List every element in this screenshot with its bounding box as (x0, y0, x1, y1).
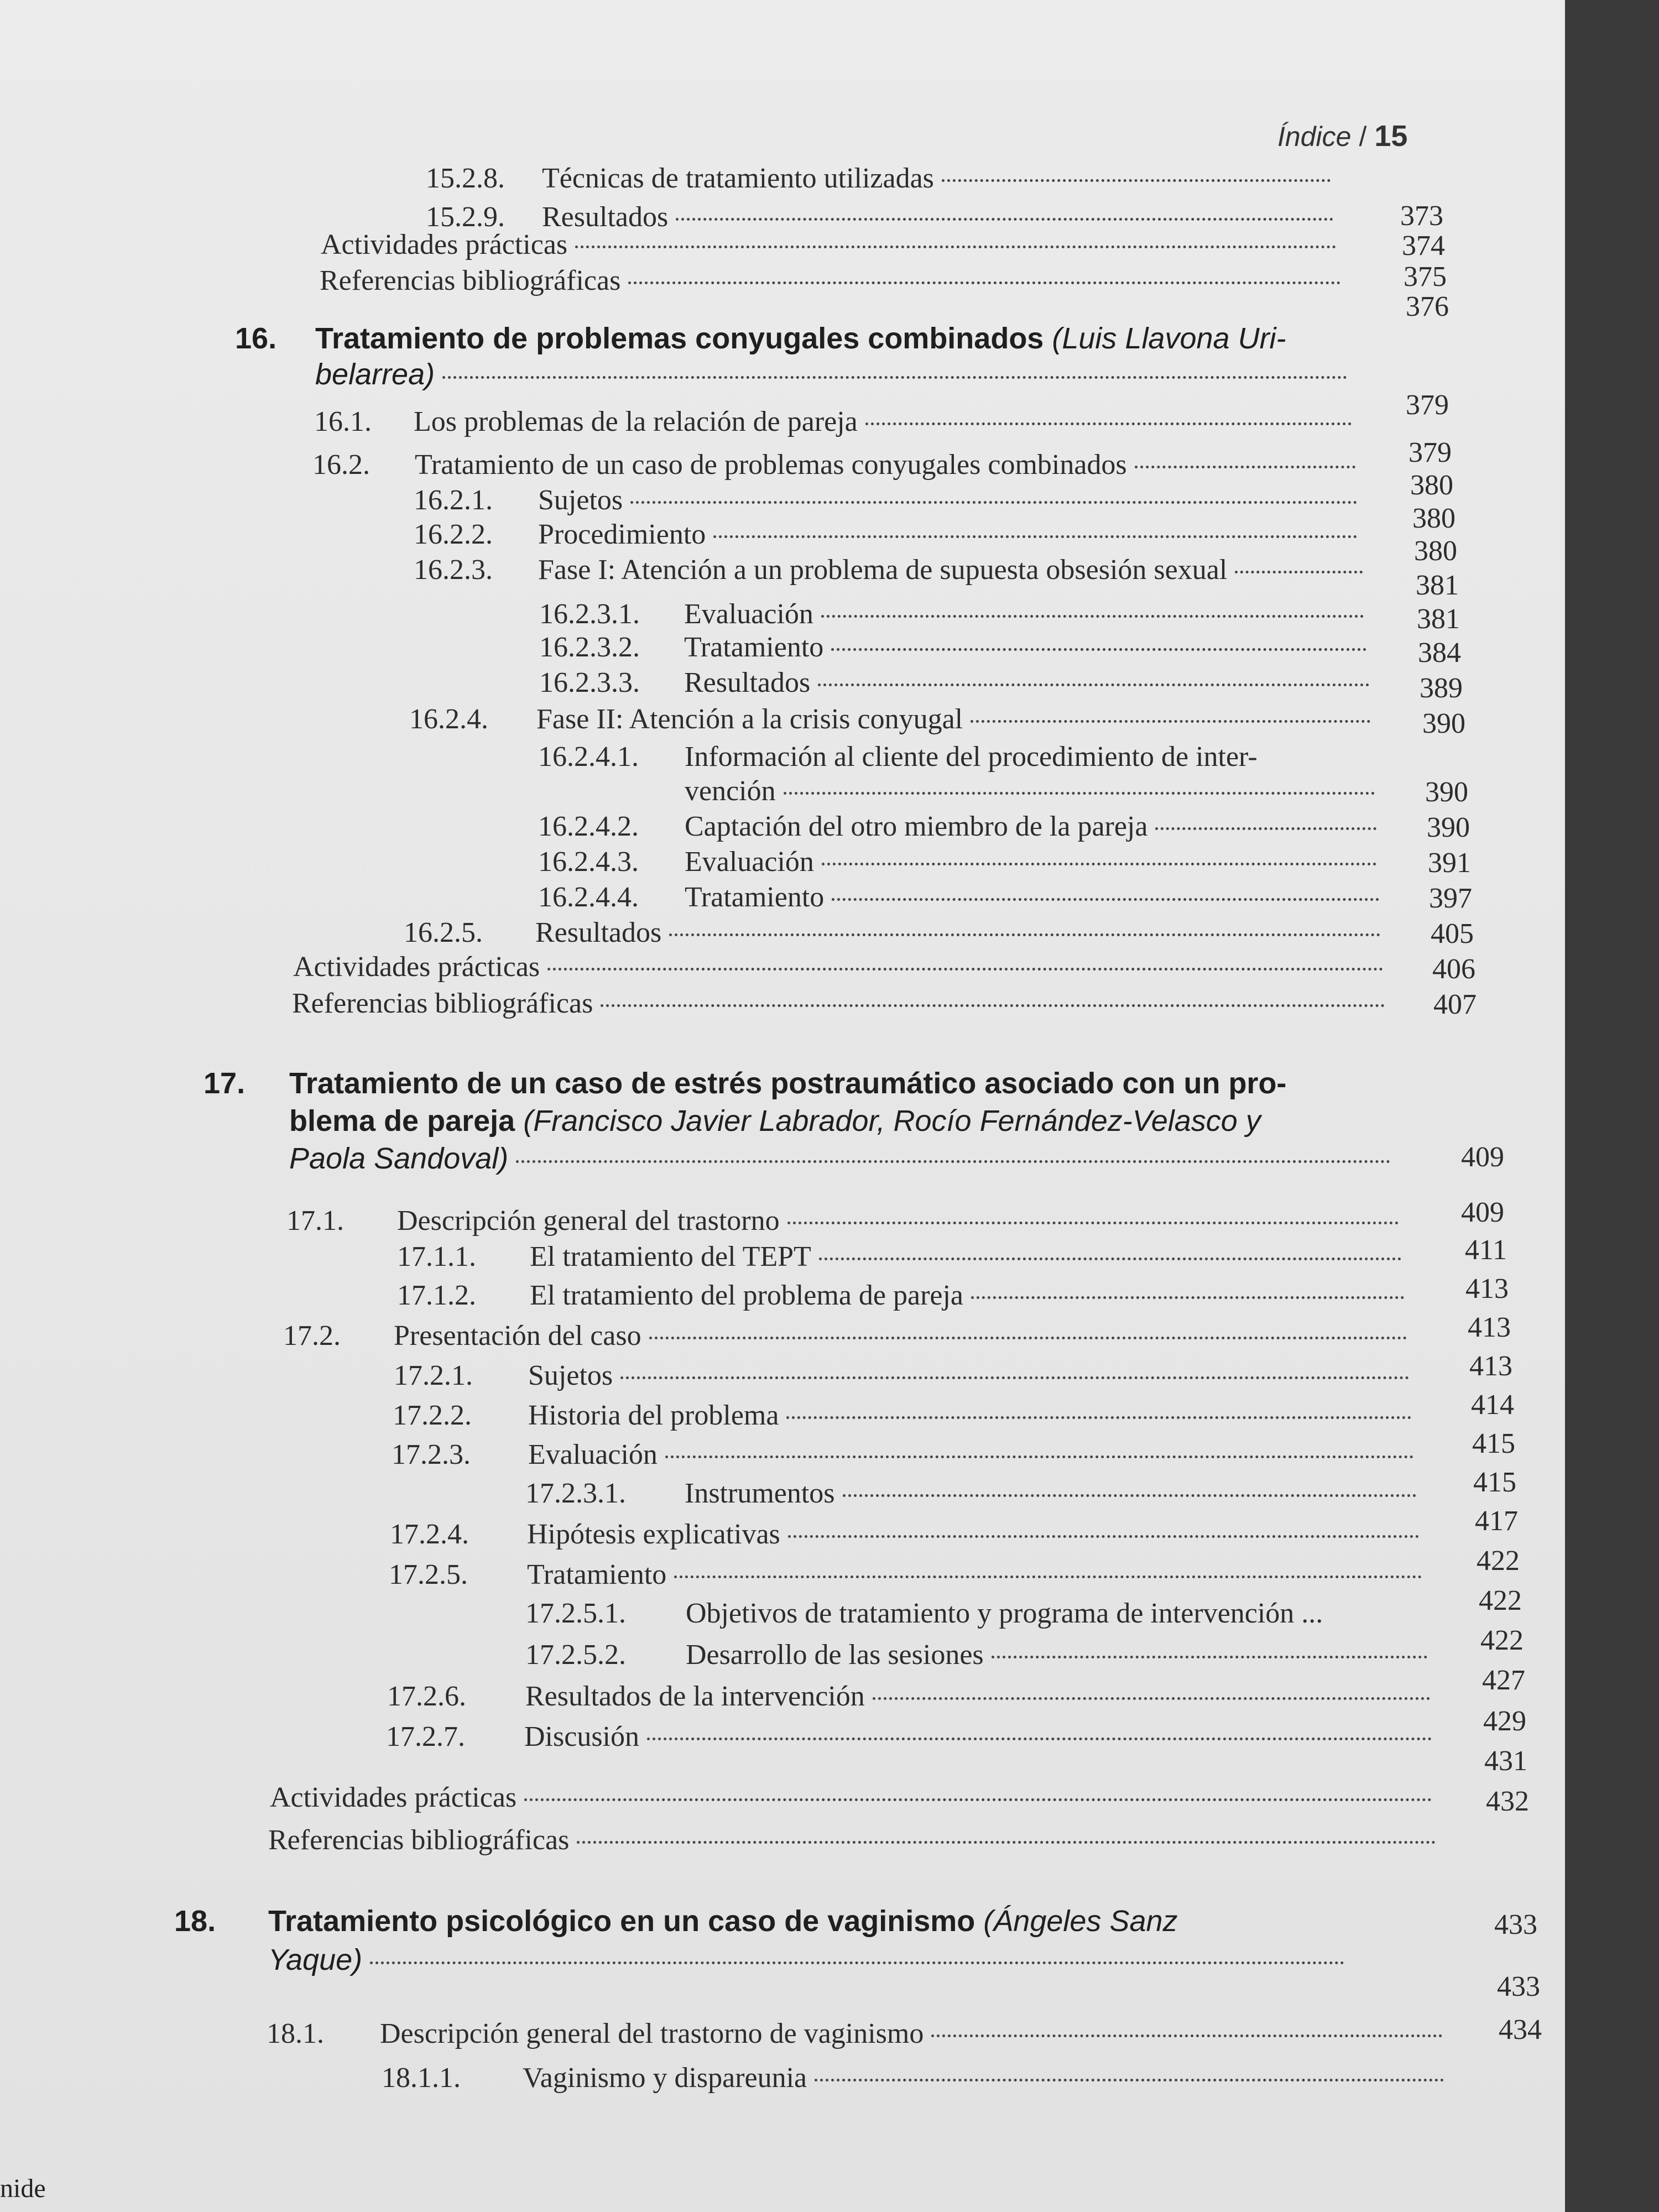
leader-dots (788, 1535, 1419, 1538)
entry-page: 413 (1468, 1312, 1511, 1343)
leader-dots (669, 933, 1380, 936)
toc-entry (320, 263, 1348, 299)
entry-page: 427 (1482, 1665, 1525, 1696)
toc-entry (393, 1397, 1419, 1434)
entry-page: 390 (1427, 812, 1470, 843)
entry-number: 17.2.5. (389, 1559, 468, 1590)
leader-dots (971, 720, 1370, 723)
chapter-page: 433 (1494, 1909, 1537, 1940)
chapter-author-cont: Yaque) (268, 1943, 363, 1976)
entry-title: Referencias bibliográficas (320, 265, 621, 296)
entry-number: 17.2.2. (393, 1400, 472, 1431)
entry-number: 16.2.3.3. (539, 667, 640, 698)
chapter-heading (235, 320, 1396, 403)
entry-page: 414 (1471, 1389, 1514, 1421)
entry-number: 16.2.4.2. (538, 811, 639, 842)
entry-page: 380 (1414, 535, 1457, 567)
entry-title-cont: vención (685, 775, 776, 807)
entry-page: 384 (1418, 637, 1461, 669)
leader-dots (665, 1455, 1413, 1458)
leader-dots (815, 2079, 1444, 2081)
toc-entry (525, 1475, 1424, 1512)
entry-number: 16.2.3.2. (539, 632, 640, 663)
entry-number: 15.2.8. (426, 163, 505, 194)
entry-page: 413 (1469, 1350, 1512, 1382)
entry-page: 379 (1408, 437, 1452, 468)
entry-page: 391 (1428, 847, 1471, 879)
entry-number: 17.2.5.2. (525, 1639, 626, 1671)
leader-dots (942, 179, 1331, 182)
toc-entry (270, 1780, 1439, 1816)
leader-dots (831, 648, 1366, 651)
toc-entry (386, 1719, 1439, 1755)
entry-page: 374 (1402, 230, 1445, 262)
entry-title: Referencias bibliográficas (292, 988, 593, 1019)
toc-entry (392, 1437, 1421, 1473)
leader-dots (577, 1841, 1436, 1844)
entry-page: 409 (1461, 1197, 1504, 1228)
entry-page: 429 (1483, 1705, 1526, 1737)
toc-entry (397, 1239, 1409, 1275)
entry-page: 415 (1472, 1428, 1515, 1459)
toc-entry (539, 665, 1377, 701)
leader-dots (1135, 466, 1355, 468)
entry-page: 389 (1420, 672, 1463, 704)
entry-number: 16.2.4.1. (538, 741, 639, 773)
entry-number: 17.1.2. (397, 1280, 476, 1311)
entry-number: 16.2.4.3. (538, 846, 639, 878)
entry-title: Actividades prácticas (321, 229, 568, 260)
entry-title: Sujetos (538, 484, 623, 516)
toc-entry (382, 2060, 1452, 2096)
entry-title: Resultados (535, 917, 662, 948)
entry-number: 17.2.5.1. (525, 1598, 626, 1629)
leader-dots (784, 792, 1375, 795)
toc-entry (292, 985, 1392, 1022)
entry-number: 17.1. (286, 1205, 344, 1237)
entry-page: 373 (1400, 200, 1443, 232)
leader-dots (674, 1575, 1422, 1578)
entry-title: Técnicas de tratamiento utilizadas (542, 163, 934, 194)
leader-dots (647, 1738, 1432, 1740)
leader-dots (832, 898, 1379, 901)
entry-number: 16.2. (312, 449, 370, 481)
entry-title: Procedimiento (538, 519, 706, 550)
leader-dots (676, 218, 1333, 221)
leader-dots (971, 1296, 1404, 1299)
leader-dots (524, 1798, 1432, 1801)
leader-dots (822, 863, 1376, 865)
chapter-heading (174, 1902, 1463, 1985)
entry-title: Fase II: Atención a la crisis conyugal (536, 703, 963, 735)
entry-title: Descripción general del trastorno de vaginismo (380, 2018, 924, 2049)
toc-entry (321, 227, 1344, 263)
leader-dots (821, 615, 1364, 618)
entry-page: 405 (1431, 918, 1474, 950)
chapter-title-cont: blema de pareja (289, 1104, 515, 1138)
entry-page: 375 (1404, 261, 1447, 293)
entry-number: 16.2.2. (414, 519, 493, 550)
entry-page: 411 (1464, 1234, 1507, 1266)
entry-number: 17.2. (283, 1320, 341, 1352)
running-header (1277, 119, 1407, 153)
entry-title: Información al cliente del procedimiento de inter- (685, 741, 1258, 773)
entry-title: Referencias bibliográficas (268, 1824, 570, 1856)
entry-number: 16.2.4.4. (538, 881, 639, 913)
toc-entry (390, 1516, 1427, 1553)
toc-entry (426, 160, 1338, 197)
toc-entry (538, 808, 1384, 845)
entry-number: 16.2.1. (414, 484, 493, 516)
entry-title: Instrumentos (685, 1478, 835, 1509)
toc-entry (409, 701, 1378, 738)
entry-title: Evaluación (528, 1439, 658, 1470)
toc-entry (538, 844, 1384, 880)
toc-entry (394, 1358, 1417, 1394)
chapter-author: (Ángeles Sanz (983, 1905, 1178, 1938)
entry-title: Historia del problema (528, 1400, 779, 1431)
leader-dots (818, 684, 1369, 686)
entry-title: Descripción general del trastorno (397, 1205, 780, 1237)
entry-page: 407 (1433, 989, 1477, 1020)
entry-page: 431 (1484, 1745, 1527, 1777)
chapter-page: 409 (1461, 1141, 1504, 1173)
entry-title: Hipótesis explicativas (527, 1519, 780, 1550)
entry-title: Sujetos (528, 1360, 613, 1391)
leader-dots (620, 1376, 1409, 1379)
header-page-number: 15 (1374, 119, 1408, 153)
entry-number: 16.2.3.1. (539, 598, 640, 630)
entry-number: 17.2.7. (386, 1721, 465, 1752)
entry-number: 17.2.3. (392, 1439, 471, 1470)
chapter-number: 16. (235, 322, 277, 355)
entry-page: 381 (1416, 570, 1459, 601)
entry-number: 17.2.6. (387, 1681, 466, 1712)
chapter-number: 18. (174, 1905, 216, 1938)
leader-dots (786, 1416, 1411, 1419)
header-section: Índice (1277, 121, 1352, 152)
entry-page: 433 (1497, 1971, 1540, 2002)
toc-entry (268, 1822, 1443, 1859)
chapter-author: (Luis Llavona Uri- (1052, 322, 1286, 355)
entry-title: Discusión (524, 1721, 639, 1752)
toc-entry (414, 517, 1365, 553)
entry-title: Resultados (542, 201, 669, 233)
entry-page: 406 (1432, 953, 1475, 985)
leader-dots (1155, 827, 1376, 830)
chapter-author-cont: Paola Sandoval) (289, 1142, 509, 1175)
leader-dots (931, 2034, 1442, 2037)
toc-entry (538, 879, 1387, 916)
entry-title: Vaginismo y dispareunia (523, 2062, 807, 2094)
entry-title: Captación del otro miembro de la pareja (685, 811, 1148, 842)
chapter-number: 17. (204, 1067, 246, 1100)
chapter-heading (204, 1065, 1420, 1186)
toc-entry (539, 596, 1371, 633)
toc-entry (538, 739, 1381, 775)
entry-number: 17.2.3.1. (525, 1478, 626, 1509)
entry-page: 380 (1412, 503, 1455, 534)
entry-title: Objetivos de tratamiento y programa de intervención ... (686, 1598, 1323, 1629)
toc-entry (314, 404, 1359, 440)
entry-page: 417 (1475, 1505, 1518, 1537)
entry-title: Resultados (684, 667, 811, 698)
chapter-title: Tratamiento psicológico en un caso de vaginismo (268, 1905, 975, 1938)
leader-dots (787, 1222, 1399, 1224)
toc-entry (525, 1637, 1435, 1673)
entry-title: Desarrollo de las sesiones (686, 1639, 984, 1671)
entry-title: Tratamiento (527, 1559, 667, 1590)
toc-entry (414, 482, 1365, 519)
entry-title: Resultados de la intervención (525, 1681, 865, 1712)
toc-entry (267, 2016, 1450, 2052)
entry-title: Tratamiento (685, 881, 825, 913)
leader-dots (547, 968, 1383, 971)
entry-page: 422 (1479, 1585, 1522, 1616)
entry-title: Evaluación (684, 598, 813, 630)
entry-page: 413 (1465, 1273, 1509, 1305)
chapter-author-cont: belarrea) (315, 358, 435, 391)
entry-number: 17.2.4. (390, 1519, 469, 1550)
leader-dots (575, 246, 1336, 248)
entry-page: 390 (1422, 708, 1465, 739)
leader-dots (649, 1337, 1407, 1339)
leader-dots (713, 535, 1357, 538)
leader-dots (865, 422, 1352, 425)
toc-entry (525, 1595, 1432, 1632)
entry-number: 16.1. (314, 406, 372, 437)
entry-title: Los problemas de la relación de pareja (414, 406, 858, 437)
toc-entry (404, 915, 1388, 951)
entry-title: Fase I: Atención a un problema de supuesta obsesión sexual (538, 554, 1228, 586)
entry-title: Actividades prácticas (293, 951, 540, 983)
toc-entry (312, 447, 1363, 483)
leader-dots (1235, 571, 1363, 573)
leader-dots (992, 1656, 1427, 1658)
entry-number: 16.2.3. (414, 554, 493, 586)
entry-title: El tratamiento del problema de pareja (530, 1280, 963, 1311)
entry-title: Tratamiento de un caso de problemas conyugales combinados (415, 449, 1127, 481)
leader-dots (442, 376, 1347, 379)
header-separator: / (1359, 121, 1367, 152)
leader-dots (516, 1160, 1390, 1163)
toc-entry (283, 1318, 1415, 1354)
entry-number: 18.1.1. (382, 2062, 461, 2094)
leader-dots (819, 1258, 1401, 1260)
entry-number: 17.2.1. (394, 1360, 473, 1391)
entry-page: 381 (1417, 603, 1460, 635)
entry-page: 390 (1425, 776, 1468, 808)
entry-page: 422 (1480, 1625, 1524, 1656)
toc-entry (293, 949, 1391, 985)
entry-title: Actividades prácticas (270, 1782, 517, 1813)
entry-page: 397 (1429, 883, 1472, 914)
entry-page: 434 (1499, 2014, 1542, 2046)
toc-entry (387, 1678, 1438, 1715)
toc-entry (414, 552, 1370, 588)
leader-dots (873, 1697, 1430, 1700)
chapter-page: 379 (1406, 389, 1449, 421)
leader-dots (843, 1494, 1416, 1497)
toc-entry (397, 1277, 1412, 1314)
entry-page: 422 (1477, 1545, 1520, 1577)
leader-dots (370, 1961, 1344, 1964)
entry-number: 16.2.5. (404, 917, 483, 948)
entry-title: Tratamiento (684, 632, 824, 663)
entry-page: 380 (1410, 469, 1453, 501)
chapter-title: Tratamiento de un caso de estrés postraumático asociado con un pro- (289, 1067, 1287, 1100)
leader-dots (630, 501, 1357, 504)
entry-page: 415 (1473, 1467, 1516, 1498)
entry-number: 15.2.9. (426, 201, 505, 233)
toc-entry (539, 629, 1374, 666)
leader-dots (601, 1004, 1385, 1007)
entry-page: 376 (1406, 291, 1449, 322)
chapter-title: Tratamiento de problemas conyugales combinados (315, 322, 1044, 355)
entry-number: 18.1. (267, 2018, 324, 2049)
entry-page: 432 (1486, 1786, 1529, 1817)
entry-number: 17.1.1. (397, 1241, 476, 1272)
leader-dots (628, 281, 1340, 284)
toc-entry-cont (685, 773, 1383, 810)
entry-number: 16.2.4. (409, 703, 488, 735)
entry-title: El tratamiento del TEPT (530, 1241, 811, 1272)
entry-title: Evaluación (685, 846, 814, 878)
stray-text: nide (0, 2174, 46, 2203)
chapter-author: (Francisco Javier Labrador, Rocío Fernández-Velasco y (523, 1104, 1261, 1138)
toc-entry (389, 1557, 1430, 1593)
entry-title: Presentación del caso (394, 1320, 641, 1352)
toc-entry (286, 1203, 1406, 1239)
